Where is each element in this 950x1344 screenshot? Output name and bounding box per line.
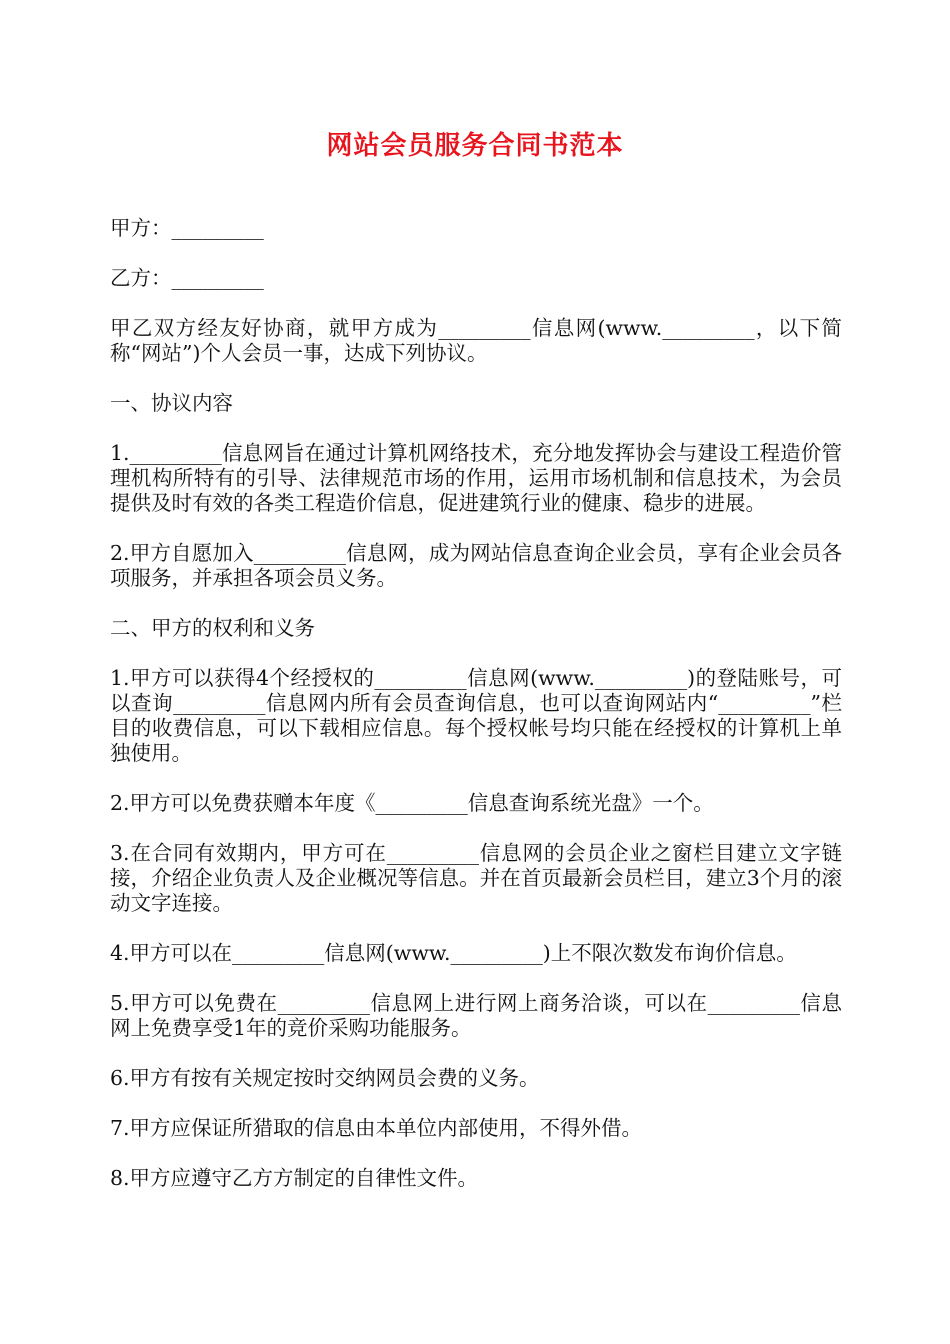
- agreement-clause-1: 1._________信息网旨在通过计算机网络技术，充分地发挥协会与建设工程造价管理机构所特有的引导、法律规范市场的作用，运用市场机制和信息技术，为会员提供及时有效的各类工程造价信息，促进建筑行业的健康、稳步的进展。: [110, 441, 842, 515]
- rights-clause-8: 8.甲方应遵守乙方方制定的自律性文件。: [110, 1166, 479, 1190]
- section-heading-rights-obligations: 二、甲方的权利和义务: [110, 616, 315, 640]
- section-heading-agreement-content: 一、协议内容: [110, 391, 233, 415]
- party-a-line: 甲方：_________: [110, 216, 264, 240]
- document-title: 网站会员服务合同书范本: [326, 131, 624, 161]
- preamble-paragraph: 甲乙双方经友好协商，就甲方成为_________信息网(www._________，以下简称“网站”)个人会员一事，达成下列协议。: [110, 316, 842, 365]
- document-body: [110, 216, 842, 1216]
- rights-clause-4: 4.甲方可以在_________信息网(www._________)上不限次数发布询价信息。: [110, 941, 797, 965]
- rights-clause-5: 5.甲方可以免费在_________信息网上进行网上商务洽谈，可以在_________信息网上免费享受1年的竞价采购功能服务。: [110, 991, 842, 1040]
- rights-clause-7: 7.甲方应保证所猎取的信息由本单位内部使用，不得外借。: [110, 1116, 643, 1140]
- party-b-line: 乙方：_________: [110, 266, 264, 290]
- rights-clause-6: 6.甲方有按有关规定按时交纳网员会费的义务。: [110, 1066, 540, 1090]
- rights-clause-3: 3.在合同有效期内，甲方可在_________信息网的会员企业之窗栏目建立文字链接，介绍企业负责人及企业概况等信息。并在首页最新会员栏目，建立3个月的滚动文字连接。: [110, 841, 842, 915]
- rights-clause-1: 1.甲方可以获得4个经授权的_________信息网(www._________)的登陆账号，可以查询_________信息网内所有会员查询信息，也可以查询网站内“_________”栏目的收费信息，可以下载相应信息。每个授权帐号均只能在经授权的计算机上单独使用。: [110, 666, 842, 765]
- agreement-clause-2: 2.甲方自愿加入_________信息网，成为网站信息查询企业会员，享有企业会员各项服务，并承担各项会员义务。: [110, 541, 842, 590]
- rights-clause-2: 2.甲方可以免费获赠本年度《_________信息查询系统光盘》一个。: [110, 791, 714, 815]
